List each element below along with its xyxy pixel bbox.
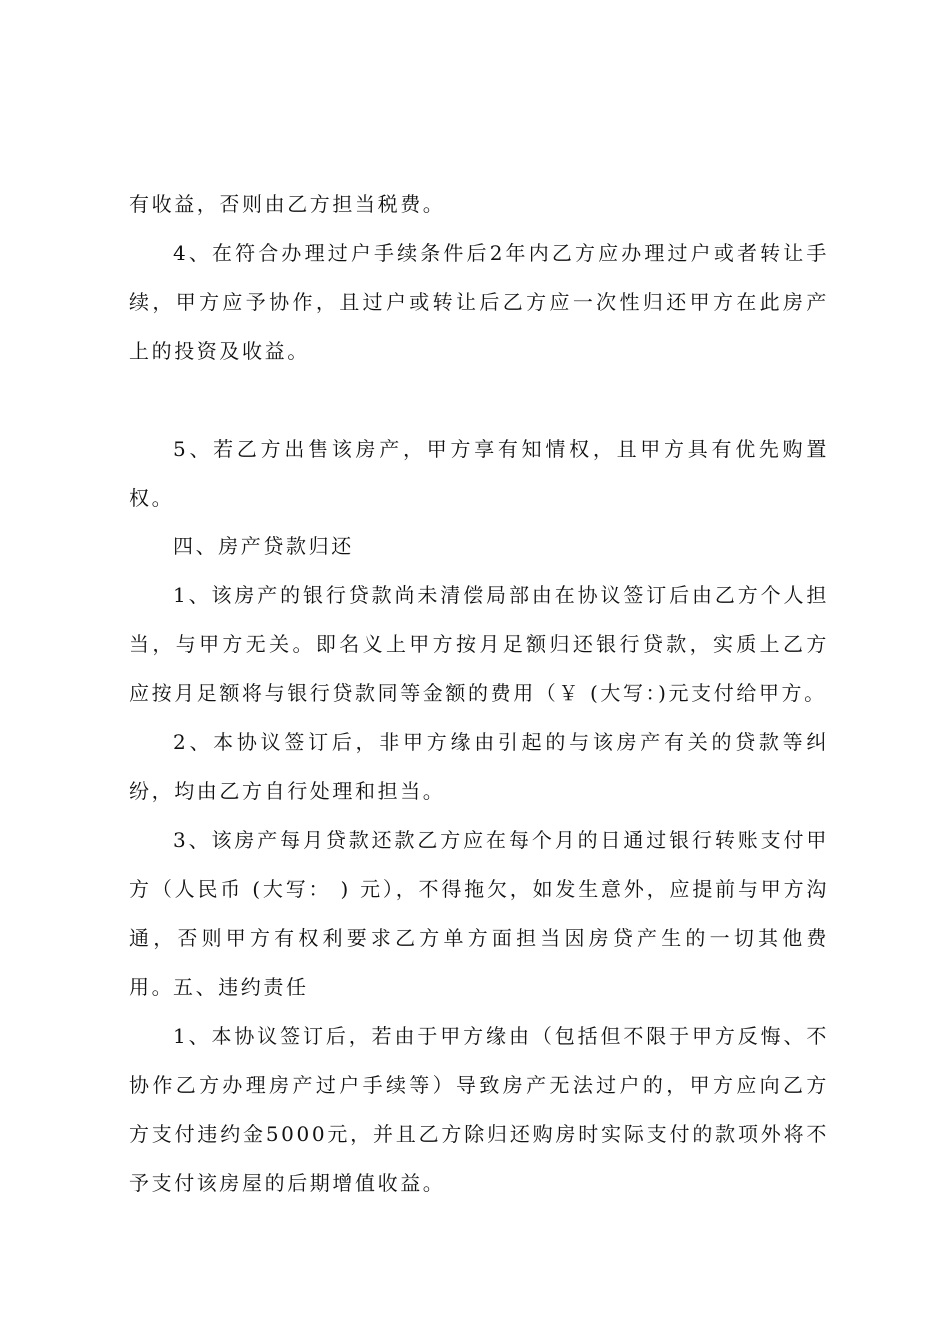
clause-2-disputes: 2、本协议签订后，非甲方缘由引起的与该房产有关的贷款等纠纷，均由乙方自行处理和担当。 bbox=[129, 730, 829, 803]
clause-1-breach: 1、本协议签订后，若由于甲方缘由（包括但不限于甲方反悔、不协作乙方办理房产过户手续等）导致房产无法过户的，甲方应向乙方方支付违约金5000元，并且乙方除归还购房时实际支付的款项外将不予支付该房屋的后期增值收益。 bbox=[129, 1024, 829, 1195]
clause-3-monthly-payment: 3、该房产每月贷款还款乙方应在每个月的日通过银行转账支付甲方（人民币 (大写： ) 元），不得拖欠，如发生意外，应提前与甲方沟通，否则甲方有权利要求乙方单方面担当因房贷产生的一切其他费用。 bbox=[129, 828, 829, 999]
clause-1-loan: 1、该房产的银行贷款尚未清偿局部由在协议签订后由乙方个人担当，与甲方无关。即名义上甲方按月足额归还银行贷款，实质上乙方应按月足额将与银行贷款同等金额的费用（￥ (大写：)元支付给甲方。 bbox=[129, 583, 829, 705]
section-heading-loan-repayment: 四、房产贷款归还 bbox=[173, 534, 354, 558]
paragraph-continuation: 有收益，否则由乙方担当税费。 bbox=[129, 192, 446, 216]
section-heading-liability: 五、违约责任 bbox=[173, 975, 309, 999]
clause-4-transfer: 4、在符合办理过户手续条件后2年内乙方应办理过户或者转让手续，甲方应予协作，且过户或转让后乙方应一次性归还甲方在此房产上的投资及收益。 bbox=[129, 241, 829, 363]
clause-5-sale: 5、若乙方出售该房产，甲方享有知情权，且甲方具有优先购置权。 bbox=[129, 437, 829, 510]
